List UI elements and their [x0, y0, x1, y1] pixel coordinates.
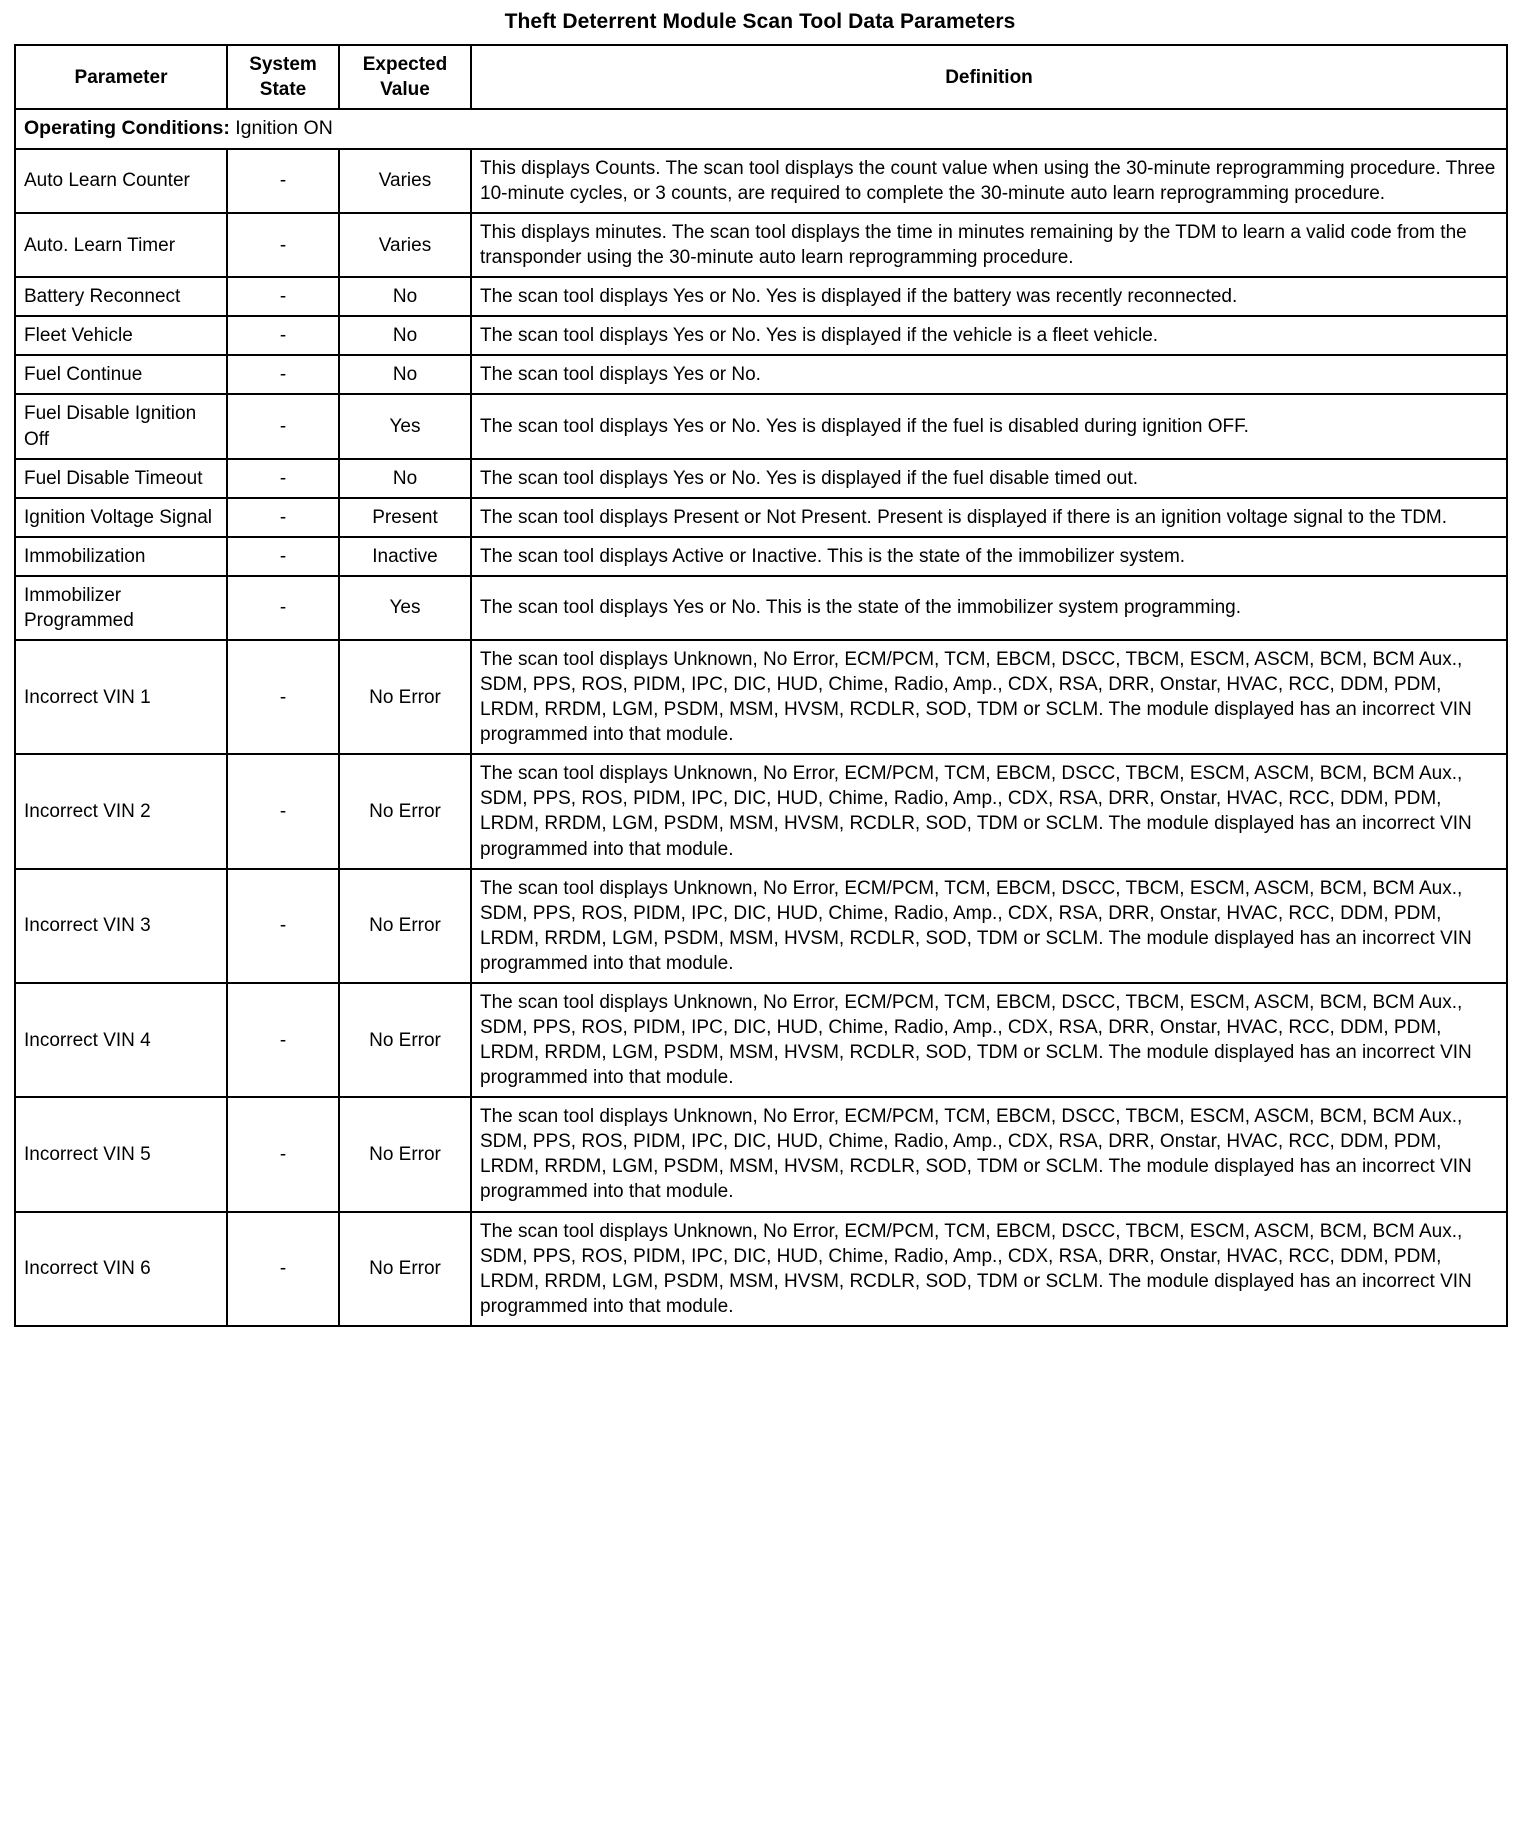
cell-definition: This displays minutes. The scan tool displays the time in minutes remaining by the TDM to learn a valid code from the transponder using the 30-minute auto learn reprogramming procedure.	[471, 213, 1507, 277]
cell-expected-value: No Error	[339, 983, 471, 1097]
cell-definition: The scan tool displays Unknown, No Error, ECM/PCM, TCM, EBCM, DSCC, TBCM, ESCM, ASCM, BCM, BCM Aux., SDM, PPS, ROS, PIDM, IPC, DIC, HUD, Chime, Radio, Amp., CDX, RSA, DRR, Onstar, HVAC, RCC, DDM, PDM, LRDM, RRDM, LGM, PSDM, MSM, HVSM, RCDLR, SOD, TDM or SCLM. The module displayed has an incorrect VIN programmed into that module.	[471, 1097, 1507, 1211]
operating-conditions-cell	[15, 109, 1507, 149]
table-row	[15, 1212, 1507, 1326]
table-row	[15, 498, 1507, 537]
table-row	[15, 277, 1507, 316]
cell-system-state: -	[227, 316, 339, 355]
column-header-expected-value-line2: Value	[380, 79, 430, 101]
cell-expected-value: Varies	[339, 149, 471, 213]
column-header-definition: Definition	[471, 45, 1507, 109]
cell-system-state: -	[227, 640, 339, 754]
cell-expected-value: No Error	[339, 869, 471, 983]
cell-system-state: -	[227, 537, 339, 576]
cell-definition: The scan tool displays Yes or No.	[471, 355, 1507, 394]
cell-parameter: Fleet Vehicle	[15, 316, 227, 355]
table-row	[15, 869, 1507, 983]
cell-parameter: Fuel Continue	[15, 355, 227, 394]
cell-system-state: -	[227, 1212, 339, 1326]
cell-parameter: Incorrect VIN 1	[15, 640, 227, 754]
cell-definition: The scan tool displays Yes or No. This is the state of the immobilizer system programming.	[471, 576, 1507, 640]
scan-tool-parameters-table	[14, 44, 1508, 1327]
cell-system-state: -	[227, 983, 339, 1097]
cell-definition: The scan tool displays Yes or No. Yes is displayed if the fuel disable timed out.	[471, 459, 1507, 498]
cell-definition: The scan tool displays Unknown, No Error, ECM/PCM, TCM, EBCM, DSCC, TBCM, ESCM, ASCM, BCM, BCM Aux., SDM, PPS, ROS, PIDM, IPC, DIC, HUD, Chime, Radio, Amp., CDX, RSA, DRR, Onstar, HVAC, RCC, DDM, PDM, LRDM, RRDM, LGM, PSDM, MSM, HVSM, RCDLR, SOD, TDM or SCLM. The module displayed has an incorrect VIN programmed into that module.	[471, 1212, 1507, 1326]
cell-parameter: Incorrect VIN 5	[15, 1097, 227, 1211]
cell-parameter: Incorrect VIN 6	[15, 1212, 227, 1326]
column-header-expected-value	[339, 45, 471, 109]
cell-expected-value: Yes	[339, 576, 471, 640]
cell-expected-value: Varies	[339, 213, 471, 277]
cell-definition: The scan tool displays Active or Inactive. This is the state of the immobilizer system.	[471, 537, 1507, 576]
table-row	[15, 394, 1507, 458]
cell-system-state: -	[227, 1097, 339, 1211]
cell-parameter: Auto. Learn Timer	[15, 213, 227, 277]
cell-expected-value: No	[339, 316, 471, 355]
cell-system-state: -	[227, 459, 339, 498]
table-row	[15, 1097, 1507, 1211]
cell-expected-value: No	[339, 277, 471, 316]
cell-definition: The scan tool displays Yes or No. Yes is displayed if the battery was recently reconnected.	[471, 277, 1507, 316]
cell-expected-value: No Error	[339, 1097, 471, 1211]
table-row	[15, 213, 1507, 277]
table-header-row	[15, 45, 1507, 109]
cell-parameter: Fuel Disable Ignition Off	[15, 394, 227, 458]
cell-system-state: -	[227, 149, 339, 213]
column-header-system-state	[227, 45, 339, 109]
table-row	[15, 983, 1507, 1097]
cell-expected-value: No	[339, 355, 471, 394]
cell-definition: This displays Counts. The scan tool displays the count value when using the 30-minute reprogramming procedure. Three 10-minute cycles, or 3 counts, are required to complete the 30-minute auto learn reprogramming procedure.	[471, 149, 1507, 213]
column-header-parameter: Parameter	[15, 45, 227, 109]
table-header	[15, 45, 1507, 109]
cell-parameter: Battery Reconnect	[15, 277, 227, 316]
cell-system-state: -	[227, 754, 339, 868]
operating-conditions-label: Operating Conditions:	[24, 117, 230, 140]
cell-parameter: Incorrect VIN 2	[15, 754, 227, 868]
table-row	[15, 754, 1507, 868]
table-row	[15, 640, 1507, 754]
table-row	[15, 576, 1507, 640]
table-row	[15, 316, 1507, 355]
cell-parameter: Immobilization	[15, 537, 227, 576]
cell-definition: The scan tool displays Unknown, No Error, ECM/PCM, TCM, EBCM, DSCC, TBCM, ESCM, ASCM, BCM, BCM Aux., SDM, PPS, ROS, PIDM, IPC, DIC, HUD, Chime, Radio, Amp., CDX, RSA, DRR, Onstar, HVAC, RCC, DDM, PDM, LRDM, RRDM, LGM, PSDM, MSM, HVSM, RCDLR, SOD, TDM or SCLM. The module displayed has an incorrect VIN programmed into that module.	[471, 869, 1507, 983]
column-header-expected-value-line1: Expected	[362, 54, 448, 75]
column-header-system-state-line1: System	[249, 54, 317, 75]
cell-parameter: Incorrect VIN 3	[15, 869, 227, 983]
cell-definition: The scan tool displays Unknown, No Error, ECM/PCM, TCM, EBCM, DSCC, TBCM, ESCM, ASCM, BCM, BCM Aux., SDM, PPS, ROS, PIDM, IPC, DIC, HUD, Chime, Radio, Amp., CDX, RSA, DRR, Onstar, HVAC, RCC, DDM, PDM, LRDM, RRDM, LGM, PSDM, MSM, HVSM, RCDLR, SOD, TDM or SCLM. The module displayed has an incorrect VIN programmed into that module.	[471, 983, 1507, 1097]
table-row	[15, 149, 1507, 213]
cell-definition: The scan tool displays Unknown, No Error, ECM/PCM, TCM, EBCM, DSCC, TBCM, ESCM, ASCM, BCM, BCM Aux., SDM, PPS, ROS, PIDM, IPC, DIC, HUD, Chime, Radio, Amp., CDX, RSA, DRR, Onstar, HVAC, RCC, DDM, PDM, LRDM, RRDM, LGM, PSDM, MSM, HVSM, RCDLR, SOD, TDM or SCLM. The module displayed has an incorrect VIN programmed into that module.	[471, 640, 1507, 754]
cell-expected-value: Inactive	[339, 537, 471, 576]
cell-expected-value: No Error	[339, 1212, 471, 1326]
cell-parameter: Incorrect VIN 4	[15, 983, 227, 1097]
cell-system-state: -	[227, 394, 339, 458]
cell-expected-value: No Error	[339, 754, 471, 868]
cell-definition: The scan tool displays Yes or No. Yes is displayed if the fuel is disabled during ignition OFF.	[471, 394, 1507, 458]
column-header-system-state-line2: State	[259, 79, 307, 101]
cell-parameter: Fuel Disable Timeout	[15, 459, 227, 498]
cell-system-state: -	[227, 576, 339, 640]
table-row	[15, 537, 1507, 576]
cell-system-state: -	[227, 869, 339, 983]
cell-system-state: -	[227, 213, 339, 277]
operating-conditions-row	[15, 109, 1507, 149]
cell-expected-value: Yes	[339, 394, 471, 458]
cell-system-state: -	[227, 498, 339, 537]
cell-parameter: Immobilizer Programmed	[15, 576, 227, 640]
cell-expected-value: Present	[339, 498, 471, 537]
cell-parameter: Auto Learn Counter	[15, 149, 227, 213]
cell-system-state: -	[227, 355, 339, 394]
cell-expected-value: No Error	[339, 640, 471, 754]
cell-definition: The scan tool displays Yes or No. Yes is displayed if the vehicle is a fleet vehicle.	[471, 316, 1507, 355]
cell-definition: The scan tool displays Present or Not Present. Present is displayed if there is an ignition voltage signal to the TDM.	[471, 498, 1507, 537]
cell-definition: The scan tool displays Unknown, No Error, ECM/PCM, TCM, EBCM, DSCC, TBCM, ESCM, ASCM, BCM, BCM Aux., SDM, PPS, ROS, PIDM, IPC, DIC, HUD, Chime, Radio, Amp., CDX, RSA, DRR, Onstar, HVAC, RCC, DDM, PDM, LRDM, RRDM, LGM, PSDM, MSM, HVSM, RCDLR, SOD, TDM or SCLM. The module displayed has an incorrect VIN programmed into that module.	[471, 754, 1507, 868]
table-row	[15, 459, 1507, 498]
table-body	[15, 109, 1507, 1326]
page-title: Theft Deterrent Module Scan Tool Data Parameters	[504, 10, 1016, 33]
table-row	[15, 355, 1507, 394]
operating-conditions-value: Ignition ON	[229, 117, 333, 140]
cell-system-state: -	[227, 277, 339, 316]
cell-expected-value: No	[339, 459, 471, 498]
cell-parameter: Ignition Voltage Signal	[15, 498, 227, 537]
